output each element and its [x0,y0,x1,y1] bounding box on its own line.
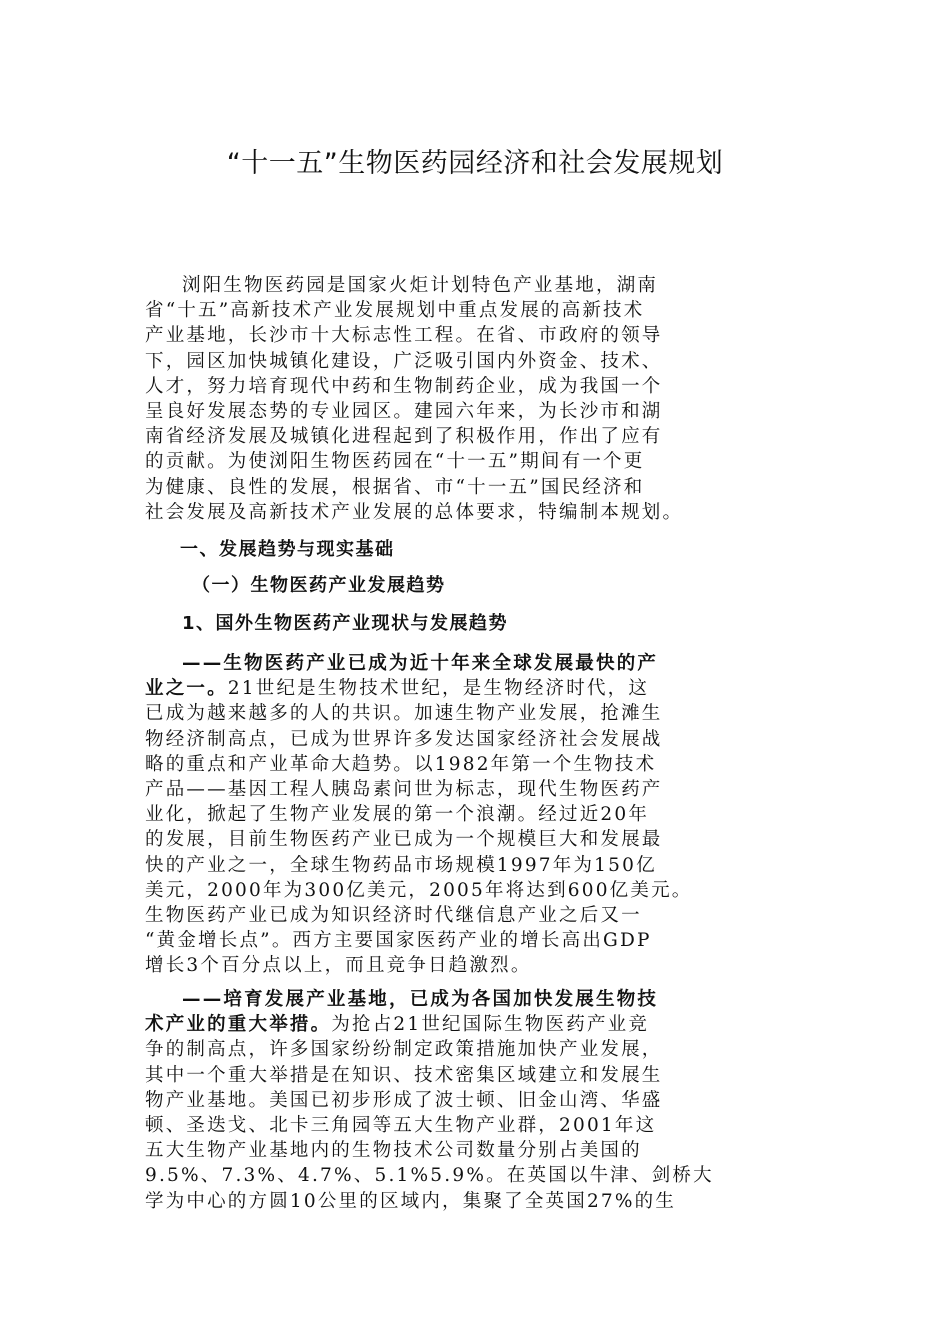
section-heading-3: 1、国外生物医药产业现状与发展趋势 [182,613,509,634]
paragraph-line: “黄金增长点”。西方主要国家医药产业的增长高出GDP [145,930,652,952]
paragraph-2 [145,987,810,1214]
intro-line: 省“十五”高新技术产业发展规划中重点发展的高新技术 [145,300,645,322]
paragraph-line: 产品——基因工程人胰岛素问世为标志，现代生物医药产 [145,778,663,800]
paragraph-lead-line: ——培育发展产业基地，已成为各国加快发展生物技 [182,989,659,1010]
paragraph-line-rest: 21世纪是生物技术世纪，是生物经济时代，这 [227,678,650,700]
paragraph-lead-line: ——生物医药产业已成为近十年来全球发展最快的产 [182,653,659,674]
document-title: “十一五”生物医药园经济和社会发展规划 [226,148,724,179]
paragraph-line [145,1012,810,1037]
paragraph-lead-end: 术产业的重大举措。 [145,1014,332,1036]
intro-line: 南省经济发展及城镇化进程起到了积极作用，作出了应有 [145,426,663,448]
intro-line: 产业基地，长沙市十大标志性工程。在省、市政府的领导 [145,325,663,347]
paragraph-line: 争的制高点，许多国家纷纷制定政策措施加快产业发展， [145,1039,663,1061]
paragraph-line: 顿、圣迭戈、北卡三角园等五大生物产业群，2001年这 [145,1114,657,1136]
paragraph-line: 学为中心的方圆10公里的区域内，集聚了全英国27%的生 [145,1190,677,1212]
paragraph-line: 的发展，目前生物医药产业已成为一个规模巨大和发展最 [145,829,663,851]
paragraph-line: 物产业基地。美国已初步形成了波士顿、旧金山湾、华盛 [145,1089,663,1111]
intro-line: 的贡献。为使浏阳生物医药园在“十一五”期间有一个更 [145,451,645,473]
intro-line: 下，园区加快城镇化建设，广泛吸引国内外资金、技术、 [145,350,663,372]
intro-paragraph [145,273,810,525]
paragraph-line-rest: 为抢占21世纪国际生物医药产业竞 [331,1014,650,1036]
intro-line: 社会发展及高新技术产业发展的总体要求，特编制本规划。 [145,501,684,523]
paragraph-1 [145,651,810,978]
paragraph-line: 略的重点和产业革命大趋势。以1982年第一个生物技术 [145,753,657,775]
intro-line: 为健康、良性的发展，根据省、市“十一五”国民经济和 [145,476,645,498]
section-heading-2: （一）生物医药产业发展趋势 [192,575,446,596]
paragraph-line: 其中一个重大举措是在知识、技术密集区域建立和发展生 [145,1064,663,1086]
intro-line: 浏阳生物医药园是国家火炬计划特色产业基地，湖南 [182,275,659,296]
intro-line: 人才，努力培育现代中药和生物制药企业，成为我国一个 [145,375,663,397]
paragraph-line: 9.5%、7.3%、4.7%、5.1%5.9%。在英国以牛津、剑桥大 [145,1165,714,1187]
intro-line: 呈良好发展态势的专业园区。建园六年来，为长沙市和湖 [145,400,663,422]
paragraph-lead-end: 业之一。 [145,678,228,700]
paragraph-line: 快的产业之一，全球生物药品市场规模1997年为150亿 [145,854,657,876]
paragraph-line: 已成为越来越多的人的共识。加速生物产业发展，抢滩生 [145,703,663,725]
paragraph-line: 五大生物产业基地内的生物技术公司数量分别占美国的 [145,1140,642,1162]
paragraph-line: 物经济制高点，已成为世界许多发达国家经济社会发展战 [145,728,663,750]
paragraph-line: 生物医药产业已成为知识经济时代继信息产业之后又一 [145,904,642,926]
paragraph-line: 业化，掀起了生物产业发展的第一个浪潮。经过近20年 [145,804,650,826]
section-heading-1: 一、发展趋势与现实基础 [180,539,395,560]
paragraph-line: 增长3个百分点以上，而且竞争日趋激烈。 [145,955,532,977]
paragraph-line [145,676,810,701]
paragraph-line: 美元，2000年为300亿美元，2005年将达到600亿美元。 [145,879,693,901]
